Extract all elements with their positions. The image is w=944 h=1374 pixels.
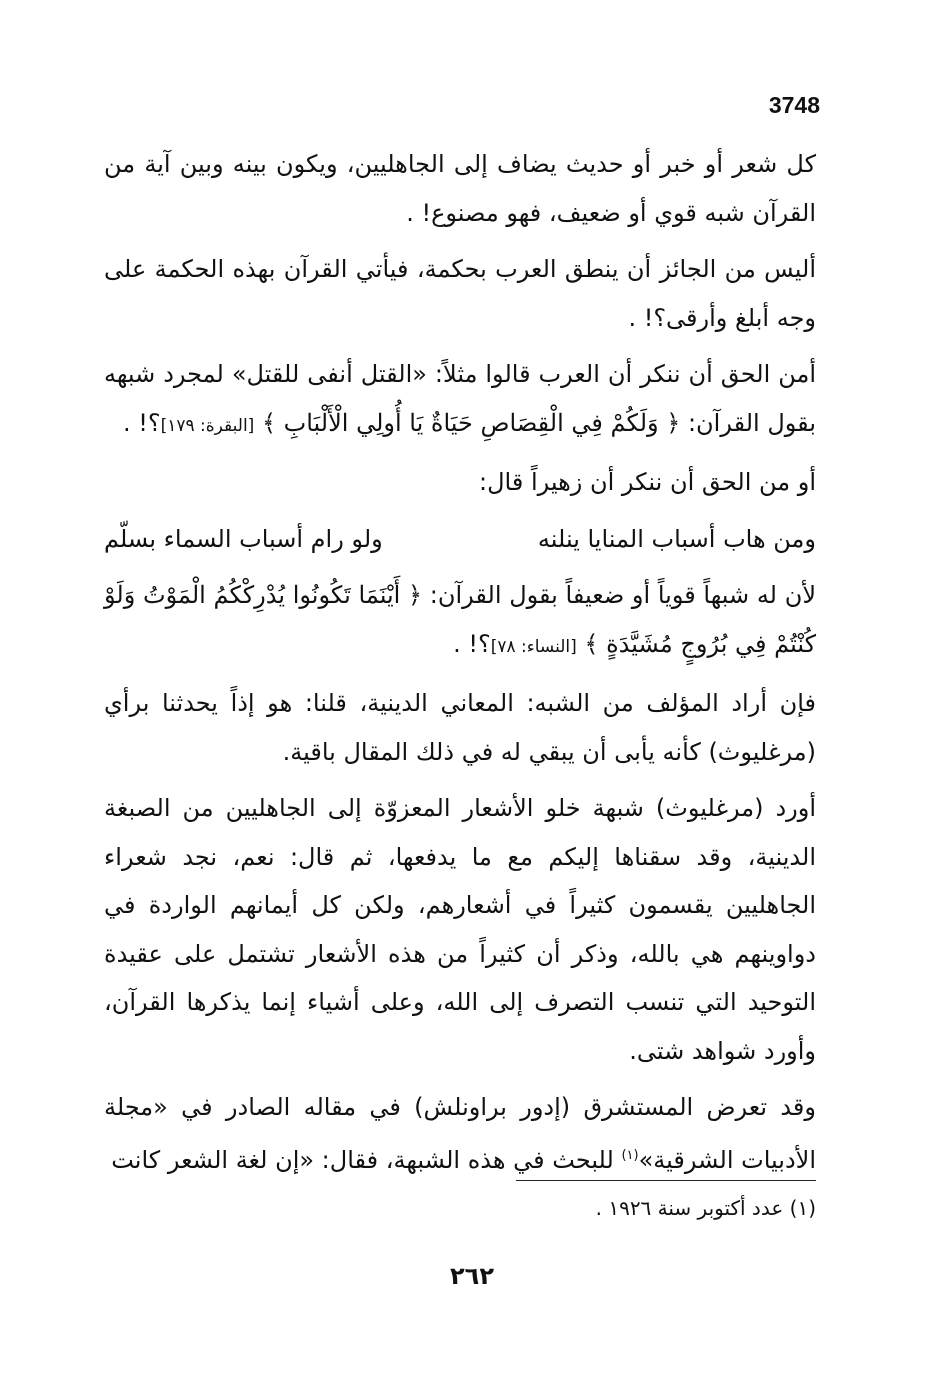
footnote: (١) عدد أكتوبر سنة ١٩٢٦ . <box>595 1196 816 1220</box>
paragraph-5-text: لأن له شبهاً قوياً أو ضعيفاً بقول القرآن: <box>429 581 817 609</box>
verse-reference-baqara: [البقرة: ١٧٩] <box>160 415 255 436</box>
body-text <box>104 140 816 1192</box>
poem-second-hemistich: ولو رام أسباب السماء بسلّم <box>104 524 383 553</box>
paragraph-3 <box>104 350 816 450</box>
paragraph-5 <box>104 571 816 671</box>
paragraph-3-text: أمن الحق أن ننكر أن العرب قالوا مثلاً: «القتل أنفى للقتل» لمجرد شبهه بقول القرآن: <box>104 360 816 437</box>
quran-verse-baqara: ﴿ وَلَكُمْ فِي الْقِصَاصِ حَيَاةٌ يَا أُولِي الْأَلْبَابِ ﴾ <box>261 408 681 437</box>
verse-reference-nisa: [النساء: ٧٨] <box>490 636 577 657</box>
paragraph-8-text: وقد تعرض المستشرق (إدور براونلش) في مقاله الصادر في «مجلة الأدبيات الشرقية» <box>104 1093 816 1174</box>
paragraph-3-end: ؟! . <box>122 408 161 437</box>
footnote-divider <box>516 1180 816 1181</box>
paragraph-5-end: ؟! . <box>453 629 491 658</box>
page-number-bottom: ٢٦٢ <box>450 1262 494 1290</box>
paragraph-6: فإن أراد المؤلف من الشبه: المعاني الدينية، قلنا: هو إذاً يحدثنا برأي (مرغليوث) كأنه يأبى أن يبقي له في ذلك المقال باقية. <box>104 689 816 766</box>
poem-verse <box>104 515 816 564</box>
paragraph-1: كل شعر أو خبر أو حديث يضاف إلى الجاهليين، ويكون بينه وبين آية من القرآن شبه قوي أو ضعيف، فهو مصنوع! . <box>104 150 816 227</box>
paragraph-7: أورد (مرغليوث) شبهة خلو الأشعار المعزوّة إلى الجاهليين من الصبغة الدينية، وقد سقناها إليكم مع ما يدفعها، ثم قال: نعم، نجد شعراء الجاهليين يقسمون كثيراً في أشعارهم، ولكن كل أيمانهم الواردة في دواوينهم هي بالله، وذكر أن كثيراً من هذه الأشعار تشتمل على عقيدة التوحيد التي تنسب التصرف إلى الله، وعلى أشياء إنما يذكرها القرآن، وأورد شواهد شتى. <box>104 794 816 1065</box>
paragraph-8-end: للبحث في هذه الشبهة، فقال: «إن لغة الشعر كانت <box>111 1145 622 1174</box>
quran-verse-nisa: ﴿ أَيْنَمَا تَكُونُوا يُدْرِكْكُمُ الْمَوْتُ وَلَوْ كُنْتُمْ فِي بُرُوجٍ مُشَيَّدَةٍ ﴾ <box>104 581 816 658</box>
page-number-top: 3748 <box>768 92 820 118</box>
paragraph-2: أليس من الجائز أن ينطق العرب بحكمة، فيأتي القرآن بهذه الحكمة على وجه أبلغ وأرقى؟! . <box>104 255 816 332</box>
paragraph-4: أو من الحق أن ننكر أن زهيراً قال: <box>479 468 816 496</box>
footnote-marker: (١) <box>621 1147 639 1163</box>
paragraph-8 <box>104 1083 816 1184</box>
poem-first-hemistich: ومن هاب أسباب المنايا ينلنه <box>537 524 816 553</box>
